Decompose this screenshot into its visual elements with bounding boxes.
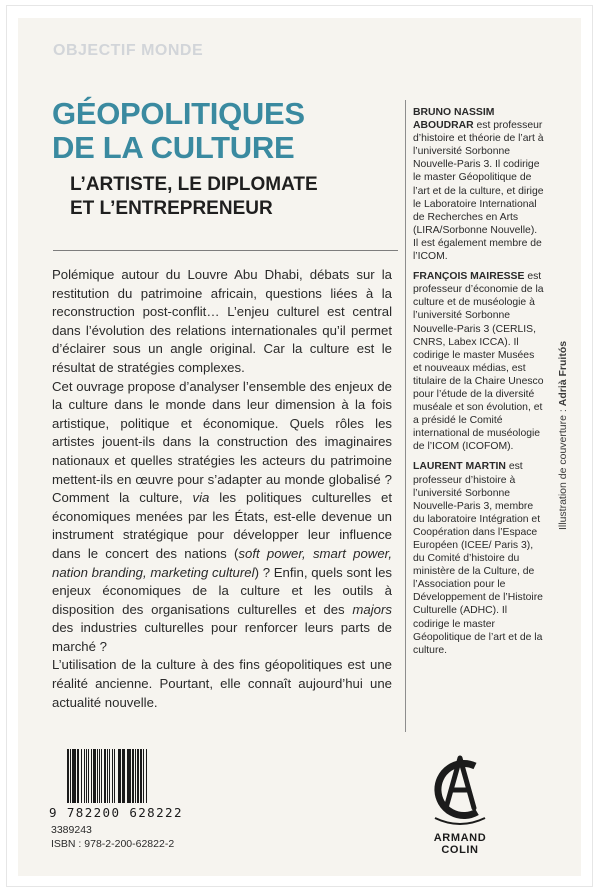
- publisher-logo: [415, 752, 505, 856]
- author-bio-text: est professeur d’histoire et théorie de l’art à l’université Sorbonne Nouvelle-Paris 3. Il codirige le master Géopolitique de l’art et de la culture, et dirige le Laboratoire International de Recherches en Arts (LIRA/Sorbonne Nouvelle). Il est également membre de l’ICOM.: [413, 120, 544, 263]
- cover-illustration-credit: [557, 341, 569, 530]
- subtitle-line-2: ET L’ENTREPRENEUR: [70, 198, 273, 219]
- series-name: OBJECTIF MONDE: [53, 42, 204, 59]
- author-name: LAURENT MARTIN: [413, 461, 506, 473]
- blurb: [52, 266, 392, 712]
- blurb-text: des industries culturelles pour renforcer leurs parts de marché ?: [52, 620, 392, 654]
- author-name: FRANÇOIS MAIRESSE: [413, 271, 525, 283]
- column-rule: [405, 100, 406, 732]
- blurb-paragraph-2: [52, 378, 392, 657]
- credit-label: Illustration de couverture :: [557, 406, 569, 530]
- author-bio-text: est professeur d’histoire à l’université Sorbonne Nouvelle-Paris 3, membre du laboratoire Intégration et Coopération dans l’Espace Européen (ICEE/ Paris 3), du Comité d’histoire du ministère de la Culture, de l’Association pour le Développement de l’Histoire Culturelle (ADHC). Il codirige le master Géopolitique de l’art et de la culture.: [413, 461, 543, 656]
- title-line-2: DE LA CULTURE: [52, 130, 295, 165]
- author-bio-text: est professeur d’économie de la culture et de muséologie à l’université Sorbonne Nouvelle-Paris 3 (CERLIS, CNRS, Labex ICCA). Il codirige le master Musées et nouveaux médias, est titulaire de la Chaire Unesco pour l’étude de la diversité muséale et son évolution, et a présidé le Comité international de muséologie de l’ICOM (ICOFOM).: [413, 271, 544, 453]
- blurb-text: Cet ouvrage propose d’analyser l’ensemble des enjeux de la culture dans le monde dans leur dimension à la fois artistique, politique et économique. Quels rôles les artistes jouent-ils dans la construction des imaginaires nationaux et quelles stratégies les acteurs du patrimoine mettent-ils en œuvre pour s’adapter au monde globalisé ? Comment la culture,: [52, 378, 392, 506]
- blurb-paragraph-3: L’utilisation de la culture à des fins géopolitiques est une réalité ancienne. Pourtant, elle connaît aujourd’hui une actualité nouvelle.: [52, 657, 392, 710]
- book-subtitle: [70, 173, 400, 221]
- armand-colin-monogram-icon: [427, 752, 493, 830]
- barcode-digits: 9 782200 628222: [49, 805, 183, 820]
- author-bio: [413, 270, 545, 453]
- blurb-italic-via: via: [192, 490, 210, 506]
- title-line-1: GÉOPOLITIQUES: [52, 96, 305, 131]
- barcode: [67, 749, 215, 803]
- author-name: BRUNO NASSIM ABOUDRAR: [413, 107, 495, 132]
- barcode-space: [146, 749, 147, 803]
- isbn: ISBN : 978-2-200-62822-2: [51, 838, 175, 850]
- book-title: [52, 97, 402, 165]
- blurb-text: ) ? Enfin, quels sont les enjeux économiques de la culture et les outils à disposition des organisations culturelles et des: [52, 564, 393, 617]
- author-bio: [413, 106, 545, 263]
- blurb-paragraph-1: Polémique autour du Louvre Abu Dhabi, débats sur la restitution du patrimoine africain, questions liées à la reconstruction post-conflit… L’enjeu culturel est central dans l’évolution des relations internationales qu’il permet d’éclairer sous un angle original. Car la culture est le résultat de stratégies complexes.: [52, 267, 392, 375]
- reference-number: 3389243: [51, 824, 92, 836]
- barcode-block: [45, 745, 225, 857]
- blurb-text: les politiques culturelles et économiques menées par les États, est-elle devenue un instrument stratégique pour développer leur influence dans le concert des nations (: [52, 490, 392, 561]
- author-bio: [413, 460, 545, 656]
- title-divider: [53, 250, 398, 251]
- publisher-name: ARMAND COLIN: [433, 832, 487, 856]
- credit-artist: Adrià Fruitós: [557, 340, 569, 407]
- author-bios: [413, 106, 545, 664]
- blurb-italic-terms: soft power, smart power, nation branding, marketing culturel: [52, 545, 392, 580]
- blurb-italic-majors: majors: [352, 601, 392, 617]
- subtitle-line-1: L’ARTISTE, LE DIPLOMATE: [70, 174, 318, 195]
